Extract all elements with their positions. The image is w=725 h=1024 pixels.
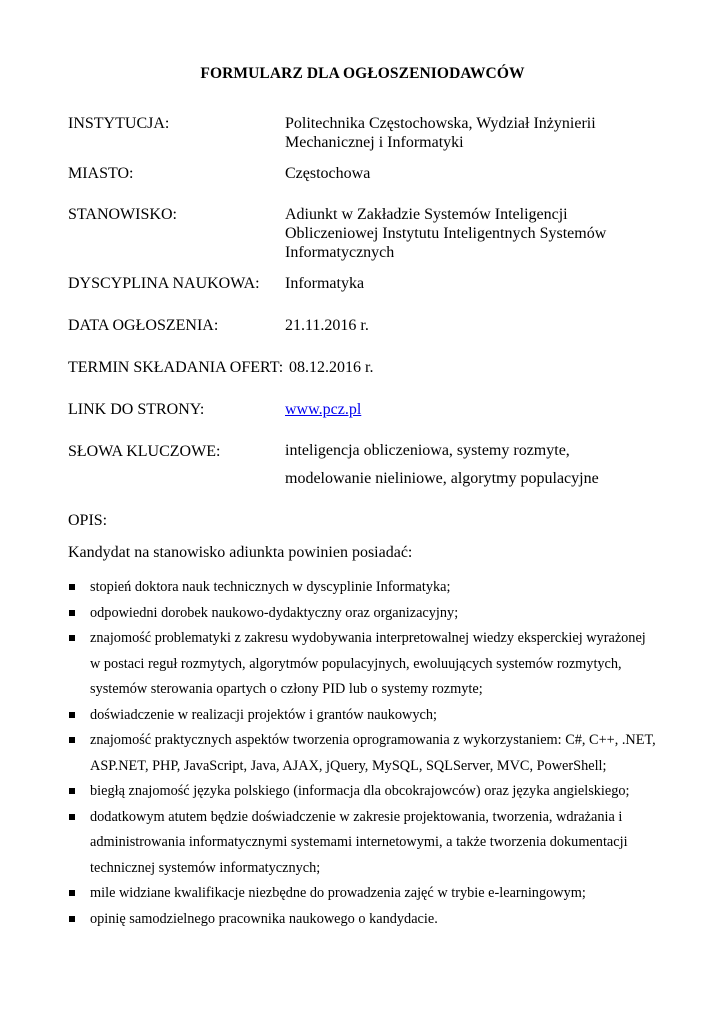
- institution-label: INSTYTUCJA:: [68, 115, 170, 132]
- city-label: MIASTO:: [68, 165, 134, 182]
- institution-value: Politechnika Częstochowska, Wydział Inżynierii Mechanicznej i Informatyki: [285, 115, 596, 151]
- square-bullet-icon: [69, 610, 75, 616]
- date-label: DATA OGŁOSZENIA:: [68, 317, 219, 334]
- discipline-label: DYSCYPLINA NAUKOWA:: [68, 275, 260, 292]
- requirements-list: [68, 575, 668, 932]
- website-link[interactable]: www.pcz.pl: [285, 401, 362, 418]
- square-bullet-icon: [69, 584, 75, 590]
- square-bullet-icon: [69, 788, 75, 794]
- square-bullet-icon: [69, 712, 75, 718]
- discipline-value: Informatyka: [285, 275, 365, 292]
- list-item: biegłą znajomość języka polskiego (informacja dla obcokrajowców) oraz języka angielskiego;: [68, 779, 668, 805]
- square-bullet-icon: [69, 814, 75, 820]
- description-intro: Kandydat na stanowisko adiunkta powinien posiadać:: [68, 544, 413, 561]
- list-item: stopień doktora nauk technicznych w dyscyplinie Informatyka;: [68, 575, 668, 601]
- date-value: 21.11.2016 r.: [285, 317, 369, 334]
- list-item: znajomość praktycznych aspektów tworzenia oprogramowania z wykorzystaniem: C#, C++, .NET, ASP.NET, PHP, JavaScript, Java, AJAX, jQuery, MySQL, SQLServer, MVC, PowerShell;: [68, 728, 665, 779]
- deadline-label: TERMIN SKŁADANIA OFERT:: [68, 359, 284, 376]
- list-item: mile widziane kwalifikacje niezbędne do prowadzenia zajęć w trybie e-learningowym;: [68, 881, 668, 907]
- square-bullet-icon: [69, 635, 75, 641]
- list-item: doświadczenie w realizacji projektów i grantów naukowych;: [68, 703, 668, 729]
- form-title: FORMULARZ DLA OGŁOSZENIODAWCÓW: [200, 65, 525, 82]
- description-heading: OPIS:: [68, 512, 108, 529]
- square-bullet-icon: [69, 737, 75, 743]
- city-value: Częstochowa: [285, 165, 371, 182]
- list-item: znajomość problematyki z zakresu wydobywania interpretowalnej wiedzy eksperckiej wyrażonej w postaci reguł rozmytych, algorytmów populacyjnych, ewoluujących systemów rozmytych, systemów sterowania opartych o człony PID lub o systemy rozmyte;: [68, 626, 650, 703]
- square-bullet-icon: [69, 890, 75, 896]
- keywords-value: inteligencja obliczeniowa, systemy rozmyte, modelowanie nieliniowe, algorytmy populacyjne: [285, 442, 599, 487]
- deadline-value: 08.12.2016 r.: [289, 359, 374, 376]
- keywords-label: SŁOWA KLUCZOWE:: [68, 443, 221, 460]
- position-value: Adiunkt w Zakładzie Systemów Inteligencji Obliczeniowej Instytutu Inteligentnych Systemów Informatycznych: [285, 206, 607, 261]
- list-item: dodatkowym atutem będzie doświadczenie w zakresie projektowania, tworzenia, wdrażania i administrowania informatycznymi systemami internetowymi, a także tworzenia dokumentacji technicznej systemów informatycznych;: [68, 805, 670, 882]
- position-label: STANOWISKO:: [68, 206, 177, 223]
- link-label: LINK DO STRONY:: [68, 401, 205, 418]
- list-item: odpowiedni dorobek naukowo-dydaktyczny oraz organizacyjny;: [68, 601, 668, 627]
- list-item: opinię samodzielnego pracownika naukowego o kandydacie.: [68, 907, 668, 933]
- square-bullet-icon: [69, 916, 75, 922]
